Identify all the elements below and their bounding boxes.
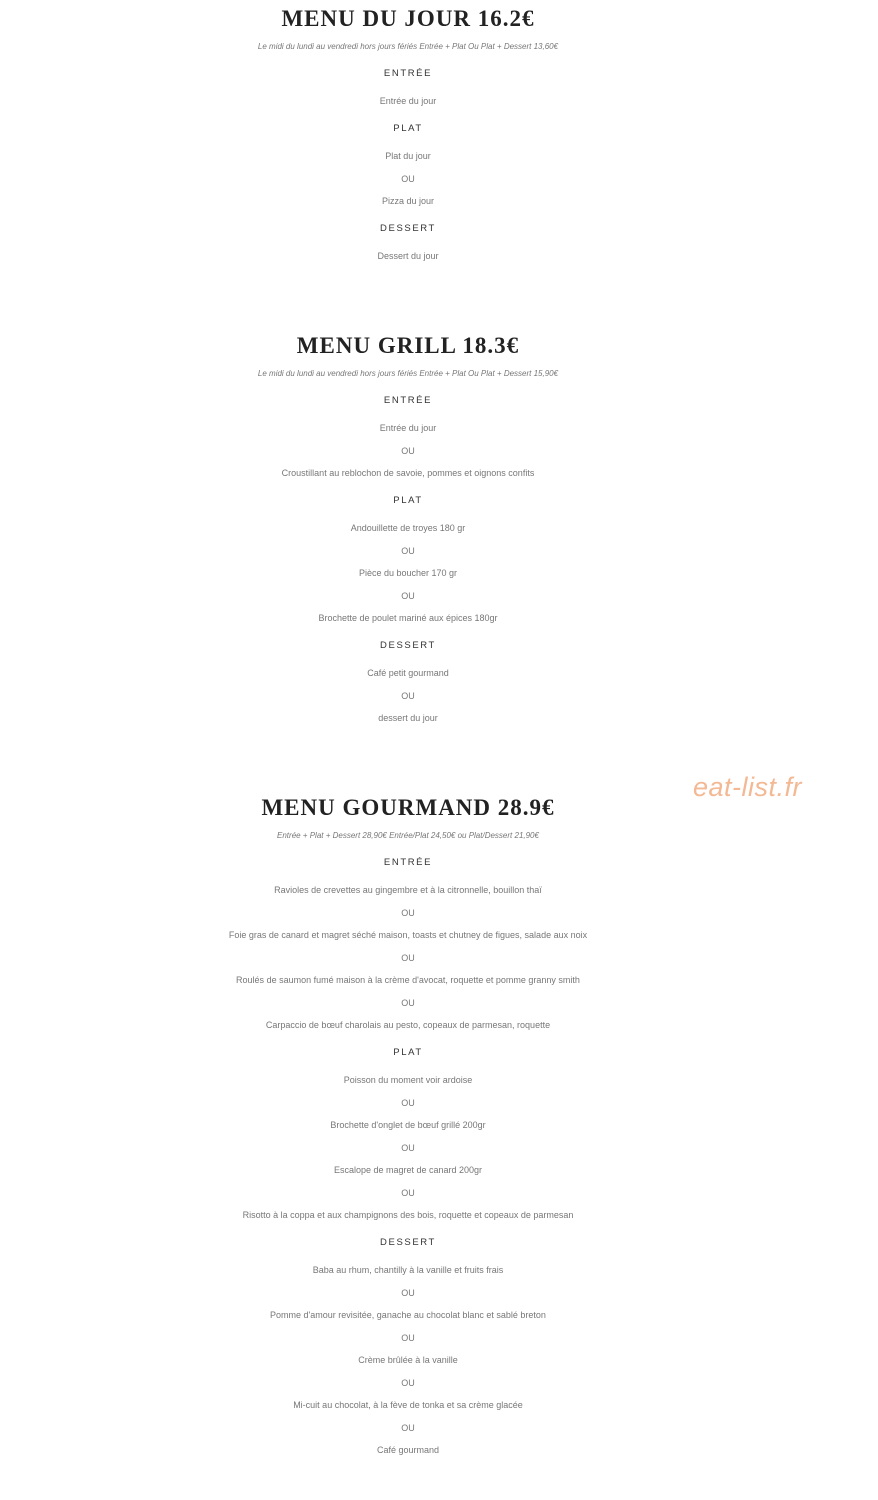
- menu-section: [0, 395, 816, 479]
- menu-section: [0, 640, 816, 724]
- menu-section: [0, 495, 816, 624]
- dish-item: Pièce du boucher 170 gr: [358, 568, 458, 578]
- or-separator: OU: [401, 1332, 415, 1343]
- section-title: ENTRÉE: [383, 395, 433, 406]
- dish-item: Croustillant au reblochon de savoie, pommes et oignons confits: [281, 468, 535, 478]
- or-separator: OU: [401, 590, 415, 601]
- or-separator: OU: [401, 997, 415, 1008]
- menu-block: [0, 795, 816, 1467]
- section-title: ENTRÉE: [383, 68, 433, 79]
- dish-item: Crème brûlée à la vanille: [358, 1355, 458, 1365]
- menu-section: [0, 68, 816, 107]
- dish-item: Escalope de magret de canard 200gr: [333, 1165, 483, 1175]
- section-items: [0, 95, 816, 107]
- section-title: PLAT: [393, 1047, 423, 1058]
- section-items: [0, 1074, 816, 1221]
- dish-item: Pizza du jour: [381, 196, 435, 206]
- menu-block: [0, 333, 816, 735]
- dish-item: Baba au rhum, chantilly à la vanille et fruits frais: [312, 1265, 504, 1275]
- section-items: [0, 667, 816, 724]
- dish-item: Dessert du jour: [377, 251, 439, 261]
- dish-item: Brochette de poulet mariné aux épices 180gr: [318, 613, 498, 623]
- menu-block: [0, 6, 816, 273]
- or-separator: OU: [401, 907, 415, 918]
- menu-title: MENU DU JOUR 16.2€: [281, 6, 535, 31]
- dish-item: Poisson du moment voir ardoise: [343, 1075, 473, 1085]
- dish-item: Carpaccio de bœuf charolais au pesto, copeaux de parmesan, roquette: [265, 1020, 551, 1030]
- section-items: [0, 522, 816, 624]
- dish-item: Café petit gourmand: [367, 668, 449, 678]
- or-separator: OU: [401, 545, 415, 556]
- menu-title: MENU GOURMAND 28.9€: [261, 795, 555, 820]
- section-title: DESSERT: [380, 1237, 436, 1248]
- menu-section: [0, 123, 816, 207]
- section-items: [0, 150, 816, 207]
- menu-subtitle: Le midi du lundi au vendredi hors jours fériés Entrée + Plat Ou Plat + Dessert 15,90€: [257, 369, 559, 378]
- dish-item: Risotto à la coppa et aux champignons des bois, roquette et copeaux de parmesan: [242, 1210, 574, 1220]
- or-separator: OU: [401, 1142, 415, 1153]
- section-title: PLAT: [393, 123, 423, 134]
- section-items: [0, 250, 816, 262]
- menu-section: [0, 857, 816, 1031]
- or-separator: OU: [401, 690, 415, 701]
- menu-subtitle: Entrée + Plat + Dessert 28,90€ Entrée/Plat 24,50€ ou Plat/Dessert 21,90€: [277, 831, 539, 840]
- or-separator: OU: [401, 1422, 415, 1433]
- or-separator: OU: [401, 1187, 415, 1198]
- section-title: DESSERT: [380, 640, 436, 651]
- section-items: [0, 884, 816, 1031]
- dish-item: Café gourmand: [376, 1445, 440, 1455]
- section-title: ENTRÉE: [383, 857, 433, 868]
- dish-item: dessert du jour: [378, 713, 438, 723]
- menu-section: [0, 223, 816, 262]
- dish-item: Entrée du jour: [379, 423, 437, 433]
- dish-item: Roulés de saumon fumé maison à la crème d'avocat, roquette et pomme granny smith: [236, 975, 580, 985]
- menu-section: [0, 1237, 816, 1456]
- or-separator: OU: [401, 1377, 415, 1388]
- watermark: eat-list.fr: [693, 772, 803, 802]
- dish-item: Brochette d'onglet de bœuf grillé 200gr: [330, 1120, 486, 1130]
- section-items: [0, 422, 816, 479]
- menu-title: MENU GRILL 18.3€: [296, 333, 520, 358]
- section-title: DESSERT: [380, 223, 436, 234]
- or-separator: OU: [401, 445, 415, 456]
- menu-section: [0, 1047, 816, 1221]
- dish-item: Pomme d'amour revisitée, ganache au chocolat blanc et sablé breton: [270, 1310, 546, 1320]
- section-items: [0, 1264, 816, 1456]
- dish-item: Andouillette de troyes 180 gr: [350, 523, 466, 533]
- or-separator: OU: [401, 173, 415, 184]
- dish-item: Plat du jour: [385, 151, 431, 161]
- dish-item: Entrée du jour: [379, 96, 437, 106]
- dish-item: Ravioles de crevettes au gingembre et à la citronnelle, bouillon thaï: [274, 885, 542, 895]
- section-title: PLAT: [393, 495, 423, 506]
- or-separator: OU: [401, 1287, 415, 1298]
- menu-subtitle: Le midi du lundi au vendredi hors jours fériés Entrée + Plat Ou Plat + Dessert 13,60€: [257, 42, 559, 51]
- dish-item: Foie gras de canard et magret séché maison, toasts et chutney de figues, salade aux noix: [228, 930, 588, 940]
- or-separator: OU: [401, 952, 415, 963]
- or-separator: OU: [401, 1097, 415, 1108]
- dish-item: Mi-cuit au chocolat, à la fève de tonka et sa crème glacée: [293, 1400, 523, 1410]
